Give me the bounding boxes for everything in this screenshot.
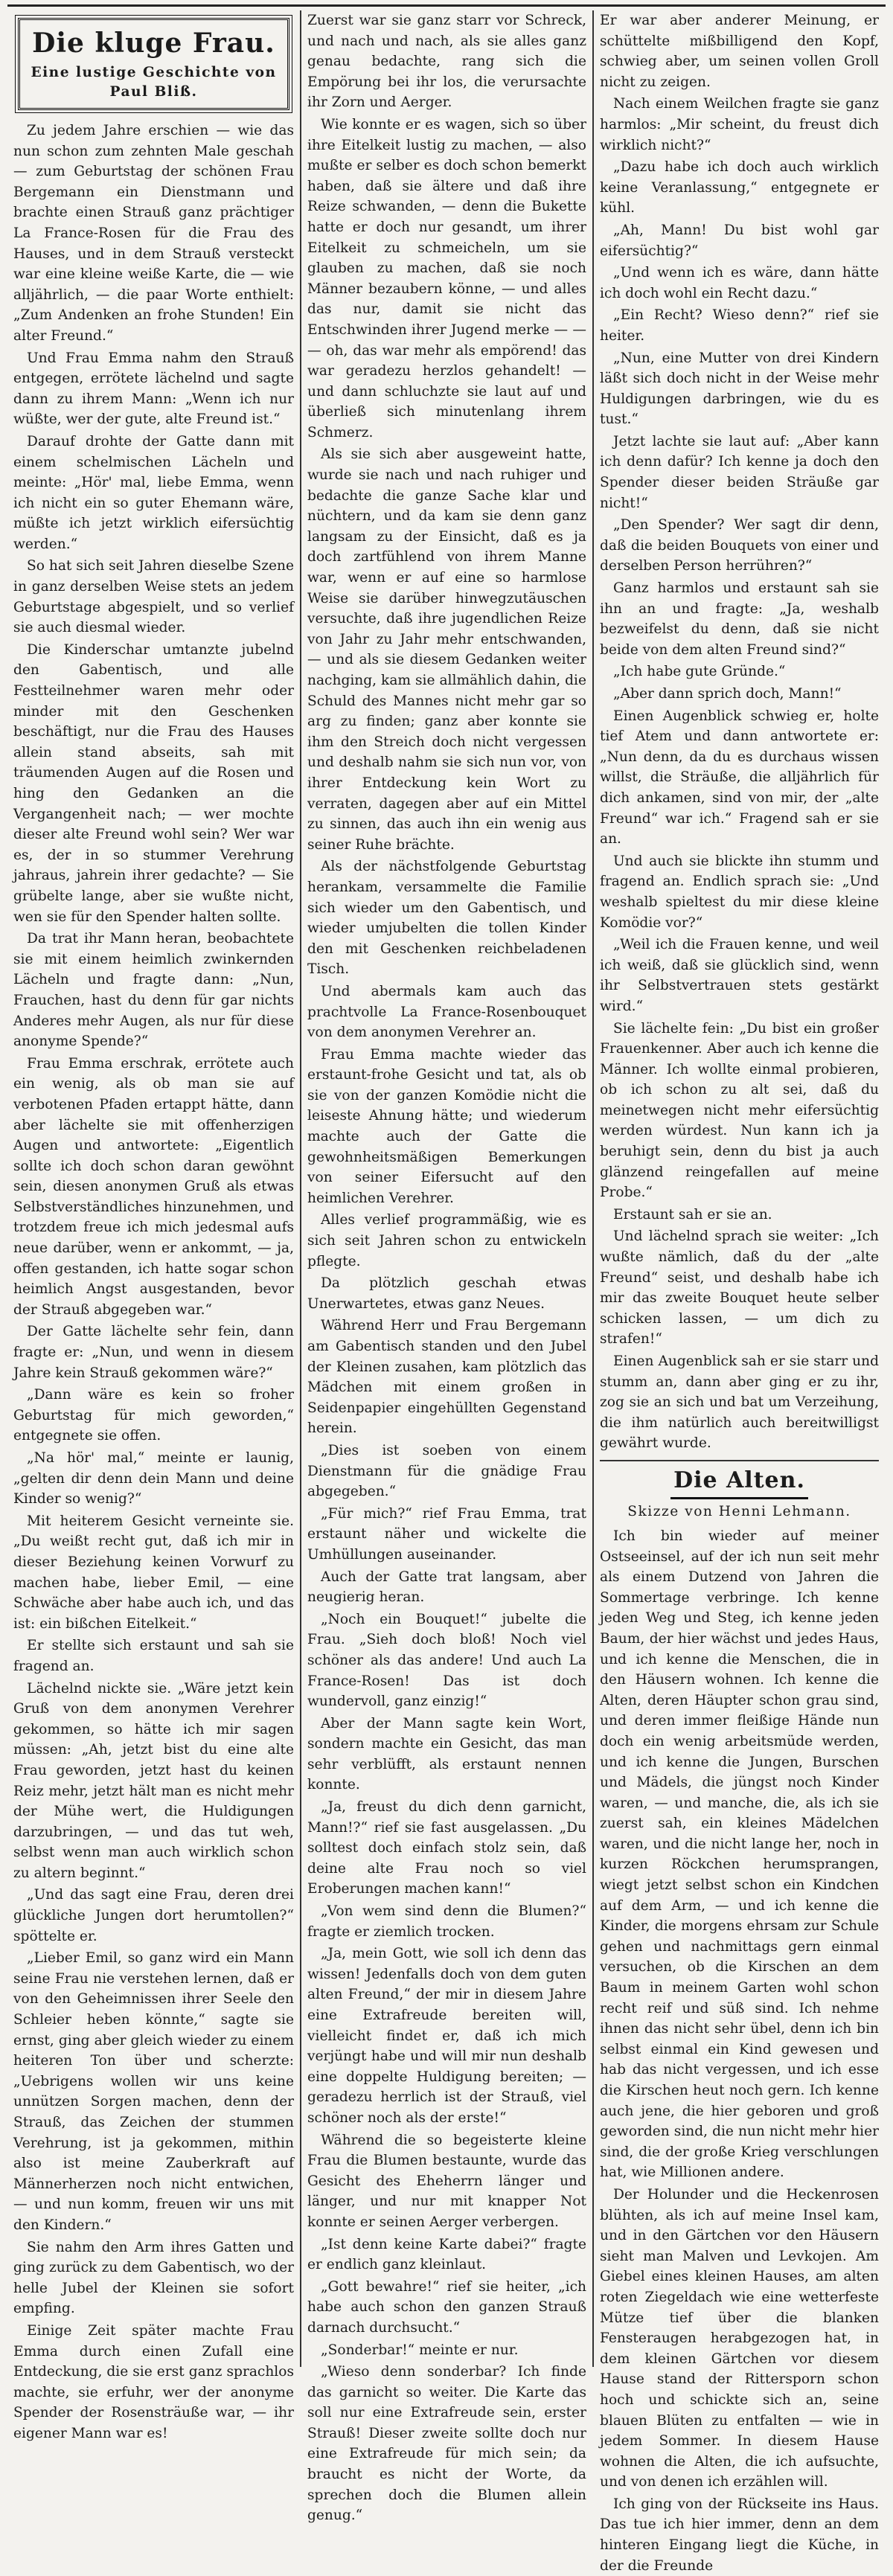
story2-title [600, 1466, 879, 1499]
top-rule [7, 4, 886, 7]
paragraph: „Ah, Mann! Du bist wohl gar eifersüchtig?“ [600, 222, 879, 259]
story1-subtitle: Eine lustige Geschichte von Paul Bliß. [31, 65, 277, 100]
paragraph: Sie nahm den Arm ihres Gatten und ging zurück zu dem Gabentisch, wo der helle Jubel der Kleinen sie sofort empfing. [13, 2239, 294, 2317]
paragraph: Aber der Mann sagte kein Wort, sondern machte ein Gesicht, das man sehr verblüfft, als erstaunt nennen konnte. [307, 1715, 586, 1793]
paragraph: Frau Emma machte wieder das erstaunt-frohe Gesicht und tat, als ob sie von der ganzen Komödie nicht die leiseste Ahnung hätte; und wiederum machte auch der Gatte die gewohnheitsmäßigen Bemerkungen von seiner Eifersucht auf den heimlichen Verehrer. [307, 1046, 586, 1206]
paragraph: Als der nächstfolgende Geburtstag herankam, versammelte die Familie sich wieder um den Gabentisch, und wieder umjubelten die tollen Kinder den mit Geschenken reichbeladenen Tisch. [307, 859, 586, 978]
paragraph: Während die so begeisterte kleine Frau die Blumen bestaunte, wurde das Gesicht des Eheherrn länger und länger, und nur mit knapper Not konnte er seinen Aerger verbergen. [307, 2132, 586, 2230]
paragraph: Er war aber anderer Meinung, er schüttelte mißbilligend den Kopf, schwieg aber, um seinen vollen Groll nicht zu zeigen. [600, 13, 879, 90]
paragraph: „Und wenn ich es wäre, dann hätte ich doch wohl ein Recht dazu.“ [600, 265, 879, 301]
paragraph: „Dazu habe ich doch auch wirklich keine Veranlassung,“ entgegnete er kühl. [600, 159, 879, 217]
paragraph: Da plötzlich geschah etwas Unerwartetes, etwas ganz Neues. [307, 1275, 586, 1312]
paragraph: Als sie sich aber ausgeweint hatte, wurde sie nach und nach ruhiger und bedachte die ganze Sache klar und nüchtern, und da kam sie denn ganz langsam zu der Einsicht, daß es ja doch zartfühlend von ihrem Manne war, wenn er auf eine so harmlose Weise sie darüber hinwegzutäuschen versuchte, daß ihre jugendlichen Reize von Jahr zu Jahr mehr entschwanden, — und als sie diesem Gedanken weiter nachging, kam sie allmählich dahin, die Schuld des Mannes nicht mehr gar so arg zu finden; ganz aber konnte sie ihm den Streich doch nicht vergessen und deshalb nahm sie sich nun vor, von ihrer Entdeckung kein Wort zu verraten, dagegen aber auf ein Mittel zu sinnen, das auch ihn ein wenig aus seiner Ruhe brächte. [307, 446, 586, 853]
paragraph: „Aber dann sprich doch, Mann!“ [613, 686, 842, 702]
story1-col3-body [600, 10, 879, 1454]
paragraph: Und Frau Emma nahm den Strauß entgegen, errötete lächelnd und sagte dann zu ihrem Mann: „Wenn ich nur wüßte, wer der gute, alte Freund ist.“ [13, 350, 294, 428]
paragraph: Und lächelnd sprach sie weiter: „Ich wußte nämlich, daß du der „alte Freund“ seist, und deshalb habe ich mir das zweite Bouquet heute selber schicken lassen, — um dich zu strafen!“ [600, 1228, 879, 1348]
paragraph: „Weil ich die Frauen kenne, und weil ich weiß, daß sie glücklich sind, wenn ihr Selbstvertrauen stets gestärkt wird.“ [600, 937, 879, 1014]
paragraph: Erstaunt sah er sie an. [613, 1206, 772, 1223]
paragraph: Auch der Gatte trat langsam, aber neugierig heran. [307, 1569, 586, 1606]
paragraph: Ich ging von der Rückseite ins Haus. Das tue ich hier immer, denn an dem hinteren Eingang liegt die Küche, in der die Freunde [600, 2496, 879, 2574]
column-3 [592, 10, 885, 2574]
story2-body [600, 1526, 879, 2576]
paragraph: „Dann wäre es kein so froher Geburtstag für mich geworden,“ entgegnete sie offen. [13, 1387, 294, 1444]
paragraph: Er stellte sich erstaunt und sah sie fragend an. [13, 1638, 294, 1674]
story1-title-box [18, 18, 289, 110]
paragraph: Die Kinderschar umtanzte jubelnd den Gabentisch, und alle Festteilnehmer waren mehr oder minder mit den Geschenken beschäftigt, nur die Frau des Hauses allein stand abseits, sah mit träumenden Augen auf die Rosen und hing den Gedanken an die Vergangenheit nach; — wer mochte dieser alte Freund wohl sein? Wer war es, der in so stummer Verehrung jahraus, jahrein ihrer gedachte? — Sie grübelte lange, aber sie wußte nicht, wen sie für den Spender halten sollte. [13, 641, 294, 925]
paragraph: Lächelnd nickte sie. „Wäre jetzt kein Gruß von dem anonymen Verehrer gekommen, so hätte ich mir sagen müssen: „Ah, jetzt bist du eine alte Frau geworden, jetzt hast du keinen Reiz mehr, jetzt hält man es nicht mehr der Mühe wert, die Huldigungen darzubringen, — und das tut weh, selbst wenn man auch wirklich schon zu altern beginnt.“ [13, 1680, 294, 1881]
paragraph: Der Gatte lächelte sehr fein, dann fragte er: „Nun, und wenn in diesem Jahre kein Strauß gekommen wäre?“ [13, 1324, 294, 1381]
paragraph: Ganz harmlos und erstaunt sah sie ihn an und fragte: „Ja, weshalb bezweifelst du denn, daß sie nicht beide von dem alten Freund sind?“ [600, 580, 879, 658]
paragraph: Sie lächelte fein: „Du bist ein großer Frauenkenner. Aber auch ich kenne die Männer. Ich wollte einmal probieren, ob ich schon zu alt sei, daß du meinetwegen nicht mehr eifersüchtig werden würdest. Nun kann ich ja beruhigt sein, denn du bist ja auch glänzend reingefallen auf meine Probe.“ [600, 1020, 879, 1201]
paragraph: „Na hör' mal,“ meinte er launig, „gelten dir denn dein Mann und deine Kinder so wenig?“ [13, 1450, 294, 1508]
paragraph: Da trat ihr Mann heran, beobachtete sie mit einem heimlich zwinkernden Lächeln und fragte dann: „Nun, Frauchen, hast du denn für gar nichts Anderes mehr Augen, als nur für diese anonyme Spende?“ [13, 931, 294, 1050]
paragraph: „Gott bewahre!“ rief sie heiter, „ich habe auch schon den ganzen Strauß darnach durchsucht.“ [307, 2278, 586, 2336]
paragraph: Mit heiterem Gesicht verneinte sie. „Du weißt recht gut, daß ich mir in dieser Beziehung keinen Vorwurf zu machen habe, lieber Emil, — eine Schwäche aber habe auch ich, und das ist: ein bißchen Eitelkeit.“ [13, 1513, 294, 1632]
paragraph: Einen Augenblick sah er sie starr und stumm an, dann aber ging er zu ihr, zog sie an sich und bat um Verzeihung, die ihm natürlich auch bereitwilligst gewährt wurde. [600, 1353, 879, 1452]
paragraph: „Dies ist soeben von einem Dienstmann für die gnädige Frau abgegeben.“ [307, 1442, 586, 1500]
paragraph: Einen Augenblick schwieg er, holte tief Atem und dann antwortete er: „Nun denn, da du es durchaus wissen willst, die Sträuße, die alljährlich für dich ankamen, sind von mir, der „alte Freund“ war ich.“ Fragend sah er sie an. [600, 708, 879, 848]
story1-col2-body [307, 10, 586, 2526]
paragraph: „Noch ein Bouquet!“ jubelte die Frau. „Sieh doch bloß! Noch viel schöner als das andere! Und auch La France-Rosen! Das ist doch wundervoll, ganz einzig!“ [307, 1611, 586, 1710]
paragraph: „Sonderbar!“ meinte er nur. [321, 2342, 519, 2358]
columns [7, 10, 886, 2574]
paragraph: Jetzt lachte sie laut auf: „Aber kann ich denn dafür? Ich kenne ja doch den Spender dieser beiden Sträuße gar nicht!“ [600, 433, 879, 511]
paragraph: Der Holunder und die Heckenrosen blühten, als ich auf meine Insel kam, und in den Gärtchen vor den Häusern sieht man Malven und Levkojen. Am Giebel eines kleinen Hauses, am alten roten Ziegeldach wie eine wetterfeste Mütze tief über die blanken Fensteraugen herabgezogen hat, in dem kleinen Gärtchen vor diesem Hause stand der Rittersporn schon hoch und schickte sich an, seine blauen Blüten zu entfalten — wie in jedem Sommer. In diesem Hause wohnen die Alten, die ich aufsuchte, und von denen ich erzählen will. [600, 2186, 879, 2490]
story2-subtitle: Skizze von Henni Lehmann. [627, 1503, 851, 1519]
paragraph: „Ich habe gute Gründe.“ [613, 664, 786, 680]
paragraph: Zu jedem Jahre erschien — wie das nun schon zum zehnten Male geschah — zum Geburtstag der schönen Frau Bergemann ein Dienstmann und brachte einen Strauß ganz prächtiger La France-Rosen für die Frau des Hauses, und in dem Strauß versteckt war eine kleine weiße Karte, die — wie alljährlich, — die paar Worte enthielt: „Zum Andenken an frohe Stunden! Ein alter Freund.“ [13, 123, 294, 344]
paragraph: „Ist denn keine Karte dabei?“ fragte er endlich ganz kleinlaut. [307, 2236, 586, 2273]
paragraph: Wie konnte er es wagen, sich so über ihre Eitelkeit lustig zu machen, — also mußte er selber es doch schon bemerkt haben, daß sie ältere und daß ihre Reize schwanden, — denn die Bukette hatte er doch nur gesandt, um ihrer Eitelkeit zu schmeicheln, um sie glauben zu machen, daß sie noch Männer bezaubern könne, — und alles das nur, damit sie nicht das Entschwinden ihrer Jugend merke — — — oh, das war mehr als empörend! das war geradezu herzlos gehandelt! — und dann schluchzte sie laut auf und überließ sich minutenlang ihrem Schmerz. [307, 116, 586, 440]
column-1 [7, 10, 300, 2441]
paragraph: „Von wem sind denn die Blumen?“ fragte er ziemlich trocken. [307, 1903, 586, 1940]
story2-title-text: Die Alten. [670, 1466, 808, 1499]
paragraph: Und abermals kam auch das prachtvolle La France-Rosenbouquet von dem anonymen Verehrer an. [307, 983, 586, 1041]
paragraph: Während Herr und Frau Bergemann am Gabentisch standen und den Jubel der Kleinen zusahen, kam plötzlich das Mädchen mit einem großen in Seidenpapier eingehüllten Gegenstand herein. [307, 1318, 586, 1437]
paragraph: Frau Emma erschrak, errötete auch ein wenig, als ob man sie auf verbotenen Pfaden ertappt hätte, dann aber lächelte sie mit offenherzigen Augen und antwortete: „Eigentlich sollte ich doch schon daran gewöhnt sein, diesen anonymen Gruß als etwas Selbstverständliches hinzunehmen, und trotzdem freue ich mich jedesmal aufs neue darüber, wenn er ankommt, — ja, offen gestanden, ich hatte sogar schon heimlich Angst ausgestanden, bevor der Strauß abgegeben war.“ [13, 1055, 294, 1318]
column-2 [300, 10, 592, 2524]
paragraph: „Wieso denn sonderbar? Ich finde das garnicht so weiter. Die Karte das soll nur eine Extrafreude sein, erster Strauß! Dieser zweite sollte doch nur eine Extrafreude für mich sein; da braucht es nicht der Worte, da sprechen doch die Blumen allein genug.“ [307, 2364, 586, 2524]
paragraph: „Lieber Emil, so ganz wird ein Mann seine Frau nie verstehen lernen, daß er von den Geheimnissen ihrer Seele den Schleier heben könnte,“ sagte sie ernst, ging aber gleich wieder zu einem heiteren Ton über und scherzte: „Uebrigens wollen wir uns keine unnützen Sorgen machen, denn der Strauß, das Zeichen der stummen Verehrung, ist ja gekommen, mithin also ist meine Zauberkraft auf Männerherzen noch nicht entwichen, — und nun komm, freuen wir uns mit den Kindern.“ [13, 1950, 294, 2233]
paragraph: Und auch sie blickte ihn stumm und fragend an. Endlich sprach sie: „Und weshalb spieltest du mir diese kleine Komödie vor?“ [600, 853, 879, 931]
paragraph: Darauf drohte der Gatte dann mit einem schelmischen Lächeln und meinte: „Hör' mal, liebe Emma, wenn ich nicht ein so guter Ehemann wäre, müßte ich jetzt wirklich eifersüchtig werden.“ [13, 433, 294, 552]
paragraph: „Für mich?“ rief Frau Emma, trat erstaunt näher und wickelte die Umhüllungen auseinander. [307, 1505, 586, 1563]
paragraph: „Und das sagt eine Frau, deren drei glückliche Jungen dort herumtollen?“ spöttelte er. [13, 1887, 294, 1944]
paragraph: „Ein Recht? Wieso denn?“ rief sie heiter. [600, 307, 879, 344]
paragraph: Einige Zeit später machte Frau Emma durch einen Zufall eine Entdeckung, die sie erst ganz sprachlos machte, sie erfuhr, wer der anonyme Spender der Rosensträuße war, — ihr eigener Mann war es! [13, 2322, 294, 2441]
paragraph: „Den Spender? Wer sagt dir denn, daß die beiden Bouquets von einer und derselben Person herrühren?“ [600, 517, 879, 574]
paragraph: Nach einem Weilchen fragte sie ganz harmlos: „Mir scheint, du freust dich wirklich nicht?“ [600, 96, 879, 153]
paragraph: „Ja, mein Gott, wie soll ich denn das wissen! Jedenfalls doch von dem guten alten Freund,“ der mir in diesem Jahre eine Extrafreude bereiten will, vielleicht findet er, daß ich mich verjüngt habe und will mir nun deshalb eine doppelte Huldigung bereiten; — geradezu herrlich ist der Strauß, viel schöner noch als der erste!“ [307, 1946, 586, 2126]
paragraph: So hat sich seit Jahren dieselbe Szene in ganz derselben Weise stets an jedem Geburtstage abgespielt, und so verlief sie auch diesmal wieder. [13, 558, 294, 636]
paragraph: „Ja, freust du dich denn garnicht, Mann!?“ rief sie fast ausgelassen. „Du solltest doch einfach stolz sein, daß deine alte Frau noch so viel Eroberungen machen kann!“ [307, 1799, 586, 1897]
story1-title: Die kluge Frau. [32, 28, 275, 59]
paragraph: Ich bin wieder auf meiner Ostseeinsel, auf der ich nun seit mehr als einem Dutzend von Jahren die Sommertage verbringe. Ich kenne jeden Weg und Steg, ich kenne jeden Baum, der hier wächst und jedes Haus, und ich kenne die Menschen, die in den Häusern wohnen. Ich kenne die Alten, deren Häupter schon grau sind, und deren immer fleißige Hände nun doch ein wenig arbeitsmüde werden, und ich kenne die Jungen, Burschen und Mädels, die jüngst noch Kinder waren, — und manche, die, als ich sie zuerst sah, ein kleines Mädelchen waren, und die nicht lange her, noch in kurzen Röckchen herumsprangen, wiegt jetzt selbst schon ein Kindchen auf dem Arm, — und ich kenne die Kinder, die morgens ehrsam zur Schule gehen und nachmittags gern einmal versuchen, ob die Kirschen an dem Baum in meinem Garten wohl schon recht reif und süß sind. Ich nehme ihnen das nicht sehr übel, denn ich bin selbst einmal ein Kind gewesen und hab das nicht vergessen, und ich esse die Kirschen heut noch gern. Ich kenne auch jene, die hier geboren und groß geworden sind, die nun nicht mehr hier sind, die der große Krieg verschlungen hat, wie Millionen andere. [600, 1528, 879, 2181]
story1-col1-body [13, 121, 294, 2444]
story-separator [600, 1460, 879, 1461]
paragraph: „Nun, eine Mutter von drei Kindern läßt sich doch nicht in der Weise mehr Huldigungen darbringen, wie du es tust.“ [600, 350, 879, 428]
paragraph: Zuerst war sie ganz starr vor Schreck, und nach und nach, als sie alles ganz genau bedachte, rang sich die Empörung bei ihr los, die verursachte ihr Zorn und Aerger. [307, 13, 586, 111]
paragraph: Alles verlief programmäßig, wie es sich seit Jahren schon zu entwickeln pflegte. [307, 1212, 586, 1269]
